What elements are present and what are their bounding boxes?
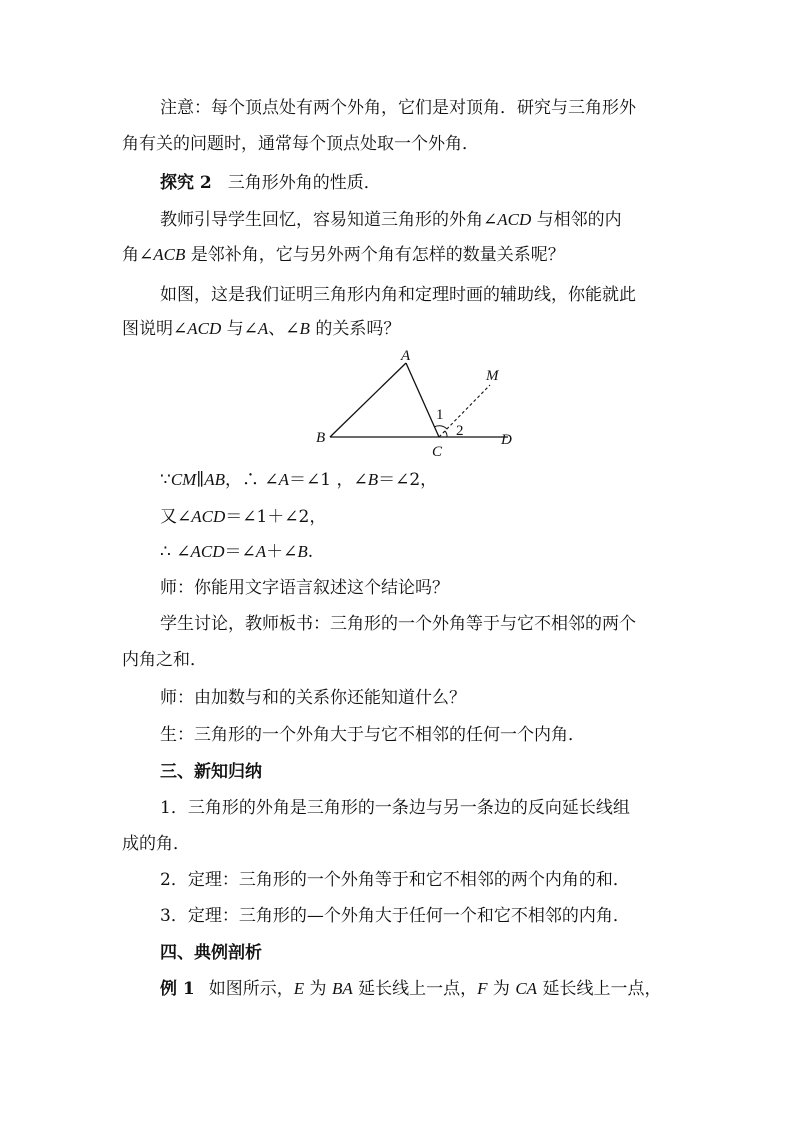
figure-intro-line-2: 图说明∠ACD 与∠A、∠B 的关系吗？ xyxy=(122,319,401,339)
summary-3: 3．定理：三角形的—个外角大于任何一个和它不相邻的内角． xyxy=(160,906,630,926)
summary-1-line-1: 1．三角形的外角是三角形的一条边与另一条边的反向延长线组 xyxy=(160,798,630,818)
section-3-heading: 三、新知归纳 xyxy=(160,762,262,782)
teacher-question-1: 师：你能用文字语言叙述这个结论吗？ xyxy=(160,578,449,598)
label-m: M xyxy=(486,368,499,384)
explore-2-heading xyxy=(160,171,381,195)
side-ab xyxy=(330,363,406,437)
label-c: C xyxy=(432,444,443,460)
side-ac xyxy=(406,363,439,437)
example-1-line: 例 1 如图所示，E 为 BA 延长线上一点，F 为 CA 延长线上一点， xyxy=(160,979,662,999)
example-1-label: 例 1 xyxy=(160,979,195,999)
triangle-figure xyxy=(300,340,530,465)
note-line-1: 注意：每个顶点处有两个外角，它们是对顶角．研究与三角形外 xyxy=(160,98,636,118)
explore-2-label: 探究 2 xyxy=(160,173,212,193)
proof-line-3: ∴ ∠ACD＝∠A＋∠B. xyxy=(160,542,314,562)
angle-2-arc xyxy=(445,431,447,437)
section-4-heading: 四、典例剖析 xyxy=(160,943,262,963)
label-b: B xyxy=(316,430,326,446)
explore-2-title: 三角形外角的性质． xyxy=(227,173,381,193)
guide-line-1: 教师引导学生回忆，容易知道三角形的外角∠ACD 与相邻的内 xyxy=(160,210,622,230)
angle-1-arc xyxy=(434,426,447,429)
student-answer: 生：三角形的一个外角大于与它不相邻的任何一个内角． xyxy=(160,725,585,745)
discussion-line-2: 内角之和． xyxy=(122,650,207,670)
label-d: D xyxy=(501,432,512,448)
proof-line-1: ∵CM∥AB，∴ ∠A＝∠1 ，∠B＝∠2， xyxy=(160,470,438,490)
summary-1-line-2: 成的角． xyxy=(122,834,190,854)
angle-1-label: 1 xyxy=(436,407,444,423)
label-a: A xyxy=(401,348,411,364)
note-line-2: 角有关的问题时，通常每个顶点处取一个外角． xyxy=(122,134,479,154)
summary-2: 2．定理：三角形的一个外角等于和它不相邻的两个内角的和． xyxy=(160,870,630,890)
angle-2-label: 2 xyxy=(456,423,464,439)
figure-intro-line-1: 如图，这是我们证明三角形内角和定理时画的辅助线，你能就此 xyxy=(160,285,636,305)
guide-line-2: 角∠ACB 是邻补角，它与另外两个角有怎样的数量关系呢？ xyxy=(122,245,565,265)
teacher-question-2: 师：由加数与和的关系你还能知道什么？ xyxy=(160,688,466,708)
discussion-line-1: 学生讨论，教师板书：三角形的一个外角等于与它不相邻的两个 xyxy=(160,614,636,634)
proof-line-2: 又∠ACD＝∠1＋∠2， xyxy=(160,507,327,527)
